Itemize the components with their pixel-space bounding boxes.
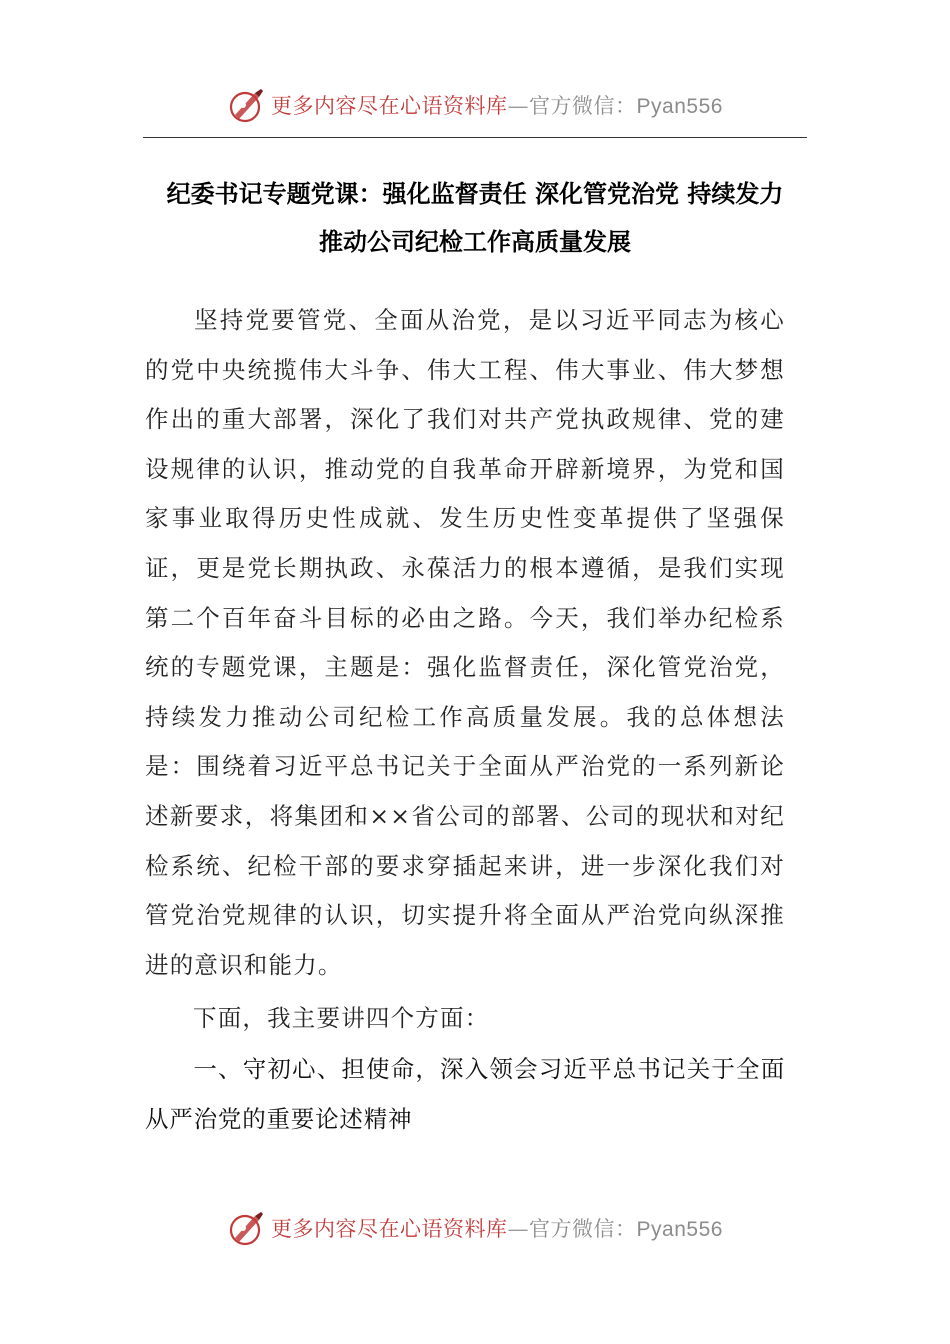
- watermark-wechat-label: 官方微信：: [529, 94, 637, 118]
- watermark-main: 更多内容尽在心语资料库: [271, 94, 508, 118]
- watermark-wechat-id: Pyan556: [636, 95, 723, 118]
- paragraph-outline-text: 下面，我主要讲四个方面：: [193, 1004, 490, 1032]
- header-watermark: [0, 80, 950, 130]
- watermark-text: [271, 1213, 723, 1243]
- watermark-main: 更多内容尽在心语资料库: [271, 1217, 508, 1241]
- paragraph-outline: [145, 994, 785, 1044]
- watermark-wechat-label: 官方微信：: [529, 1217, 637, 1241]
- pen-logo-icon: [227, 1208, 267, 1248]
- watermark-dash: —: [507, 1217, 530, 1241]
- section-heading-1-text: 一、守初心、担使命，深入领会习近平总书记关于全面从严治党的重要论述精神: [145, 1055, 785, 1133]
- watermark-wechat-id: Pyan556: [636, 1218, 723, 1241]
- document-title: [143, 170, 807, 266]
- title-line-2: 推动公司纪检工作高质量发展: [319, 228, 631, 256]
- title-line-1: 纪委书记专题党课：强化监督责任 深化管党治党 持续发力: [166, 180, 784, 208]
- watermark-dash: —: [507, 94, 530, 118]
- section-heading-1: [145, 1044, 785, 1144]
- footer-watermark: [0, 1203, 950, 1253]
- watermark-text: [271, 90, 723, 120]
- paragraph-intro-text: 坚持党要管党、全面从治党，是以习近平同志为核心的党中央统揽伟大斗争、伟大工程、伟大事业、伟大梦想作出的重大部署，深化了我们对共产党执政规律、党的建设规律的认识，推动党的自我革命开辟新境界，为党和国家事业取得历史性成就、发生历史性变革提供了坚强保证，更是党长期执政、永葆活力的根本遵循，是我们实现第二个百年奋斗目标的必由之路。今天，我们举办纪检系统的专题党课，主题是：强化监督责任，深化管党治党，持续发力推动公司纪检工作高质量发展。我的总体想法是：围绕着习近平总书记关于全面从严治党的一系列新论述新要求，将集团和××省公司的部署、公司的现状和对纪检系统、纪检干部的要求穿插起来讲，进一步深化我们对管党治党规律的认识，切实提升将全面从严治党向纵深推进的意识和能力。: [145, 306, 785, 979]
- header-divider: [143, 137, 807, 138]
- pen-logo-icon: [227, 85, 267, 125]
- paragraph-intro: [145, 296, 785, 990]
